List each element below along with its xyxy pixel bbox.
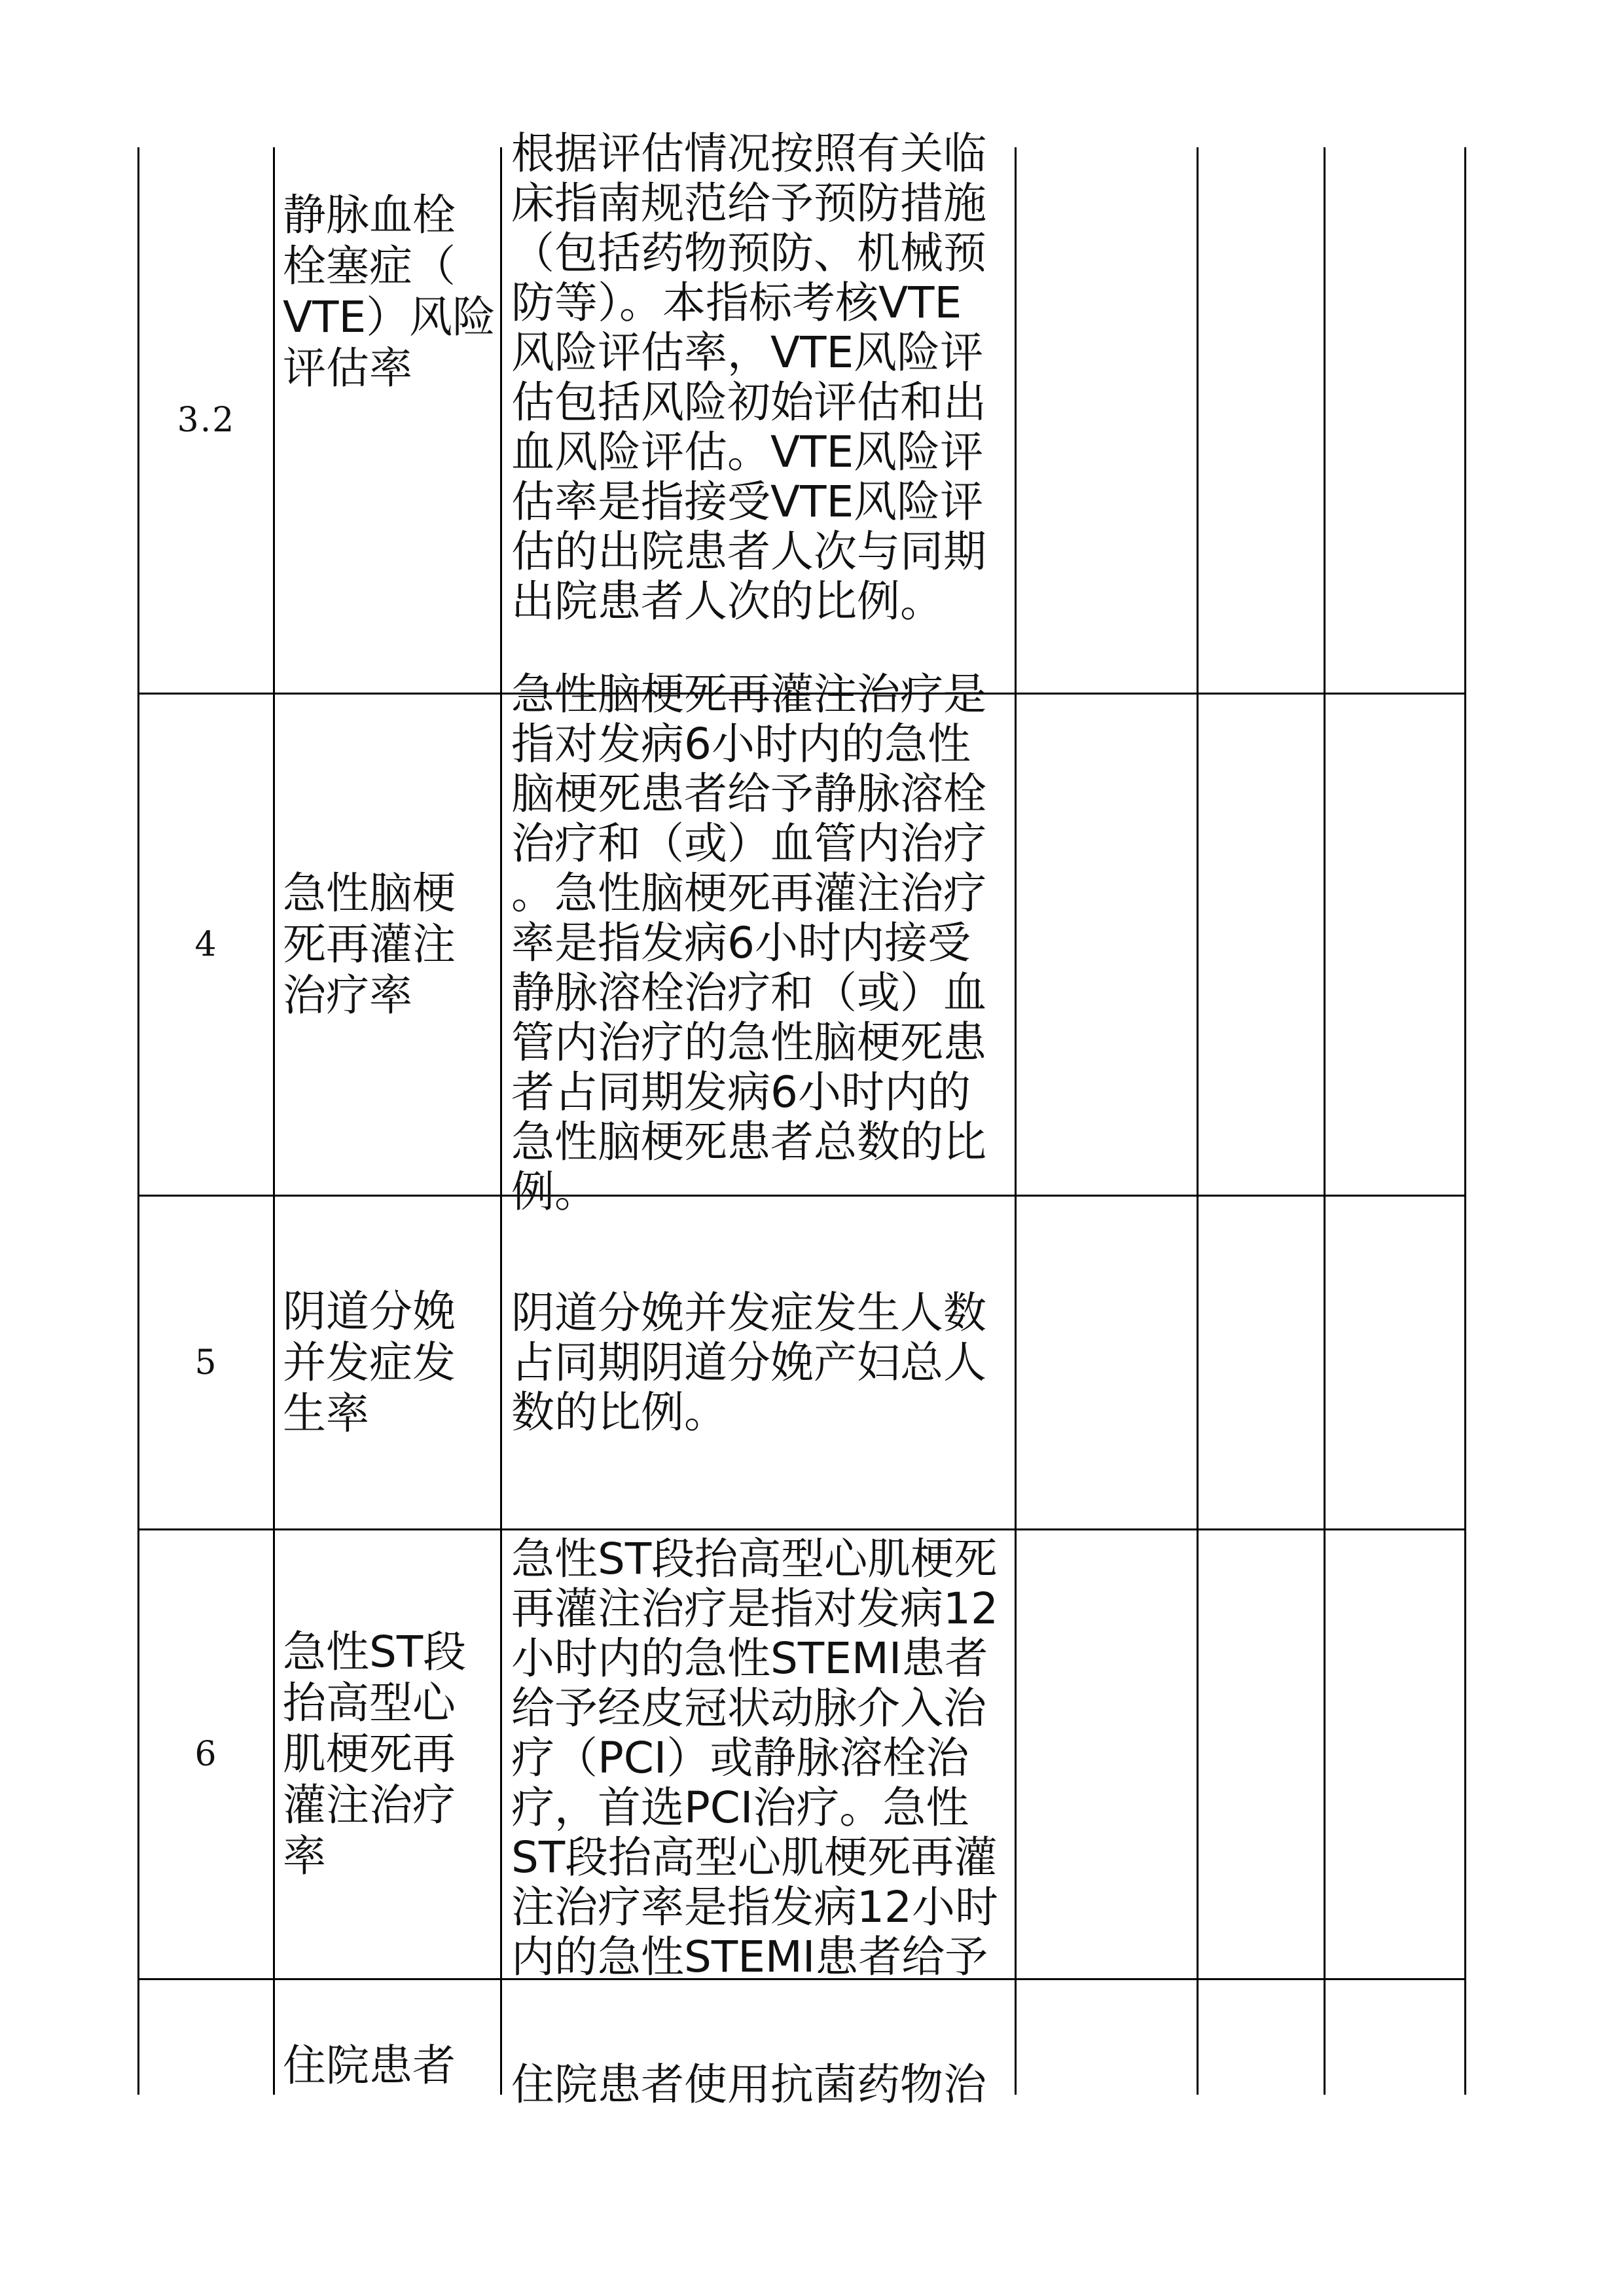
description-line: 床指南规范给予预防措施	[511, 178, 986, 228]
indicator-name	[275, 147, 500, 693]
row-number-text: 4	[194, 925, 218, 964]
grid-line-v5	[1197, 147, 1199, 2095]
grid-line-v4	[1015, 147, 1017, 2095]
indicator-name-text: 急性脑梗 死再灌注 治疗率	[283, 868, 456, 1021]
row-number-text: 5	[194, 1343, 218, 1382]
description-text	[511, 1534, 1015, 1982]
description-line: 占同期阴道分娩产妇总人	[511, 1337, 986, 1388]
description-text	[511, 129, 1015, 626]
indicator-description	[502, 128, 1015, 693]
description-line: 治疗和（或）血管内治疗	[511, 818, 986, 869]
description-line: 给予经皮冠状动脉介入治	[511, 1683, 986, 1733]
indicator-name-text: 住院患者	[283, 2040, 456, 2091]
description-line: 急性ST段抬高型心肌梗死	[511, 1534, 998, 1584]
description-text	[511, 1288, 1015, 1437]
row-number-text: 3.2	[177, 400, 236, 440]
description-line: 防等）。本指标考核VTE	[511, 278, 962, 328]
description-line: 数的比例。	[511, 1386, 727, 1437]
description-line: 脑梗死患者给予静脉溶栓	[511, 768, 986, 819]
indicator-name	[275, 1980, 500, 2095]
description-line: 阴道分娩并发症发生人数	[511, 1287, 986, 1338]
description-line: 指对发病6小时内的急性	[511, 719, 971, 769]
description-line: 出院患者人次的比例。	[511, 576, 943, 626]
description-line: 小时内的急性STEMI患者	[511, 1633, 988, 1684]
description-line: 静脉溶栓治疗和（或）血	[511, 967, 986, 1018]
description-line: 管内治疗的急性脑梗死患	[511, 1017, 986, 1068]
indicator-name	[275, 1530, 500, 1978]
row-number	[139, 147, 273, 693]
indicator-name-text: 急性ST段 抬高型心 肌梗死再 灌注治疗 率	[283, 1627, 467, 1881]
indicator-name-text: 静脉血栓 栓塞症（ VTE）风险 评估率	[283, 190, 496, 393]
indicator-description	[502, 669, 1015, 1217]
description-line: 疗（PCI）或静脉溶栓治	[511, 1733, 969, 1783]
description-line: 者占同期发病6小时内的	[511, 1067, 971, 1117]
row-number	[139, 1530, 273, 1978]
description-line: 根据评估情况按照有关临	[511, 128, 986, 179]
description-line: 估的出院患者人次与同期	[511, 526, 986, 577]
row-number-text: 6	[194, 1735, 218, 1774]
description-line: 内的急性STEMI患者给予	[511, 1932, 988, 1982]
description-line: 住院患者使用抗菌药物治	[511, 2059, 986, 2110]
indicator-name	[275, 1197, 500, 1528]
description-line: 估率是指接受VTE风险评	[511, 477, 984, 527]
description-line: （包括药物预防、机械预	[511, 228, 986, 278]
indicator-name	[275, 695, 500, 1195]
indicator-name-text: 阴道分娩 并发症发 生率	[283, 1286, 456, 1439]
description-line: 血风险评估。VTE风险评	[511, 427, 984, 477]
indicator-description	[502, 1980, 1015, 2110]
description-line: 风险评估率，VTE风险评	[511, 327, 984, 378]
description-line: 率是指发病6小时内接受	[511, 918, 971, 968]
description-line: 估包括风险初始评估和出	[511, 377, 986, 427]
row-number	[139, 695, 273, 1195]
description-line: 。急性脑梗死再灌注治疗	[511, 868, 986, 918]
description-line: 再灌注治疗是指对发病12	[511, 1583, 998, 1634]
grid-line-v6	[1324, 147, 1326, 2095]
description-text	[511, 2060, 1015, 2110]
grid-line-v7	[1464, 147, 1466, 2095]
indicator-description	[502, 1530, 1015, 1982]
description-line: 急性脑梗死再灌注治疗是	[511, 669, 986, 719]
description-text	[511, 670, 1015, 1217]
description-line: ST段抬高型心肌梗死再灌	[511, 1832, 998, 1883]
description-line: 注治疗率是指发病12小时	[511, 1882, 998, 1932]
description-line: 急性脑梗死患者总数的比	[511, 1117, 986, 1167]
description-line: 疗，首选PCI治疗。急性	[511, 1782, 969, 1833]
indicator-description	[502, 1197, 1015, 1528]
row-number	[139, 1197, 273, 1528]
description-line: 例。	[511, 1166, 598, 1217]
